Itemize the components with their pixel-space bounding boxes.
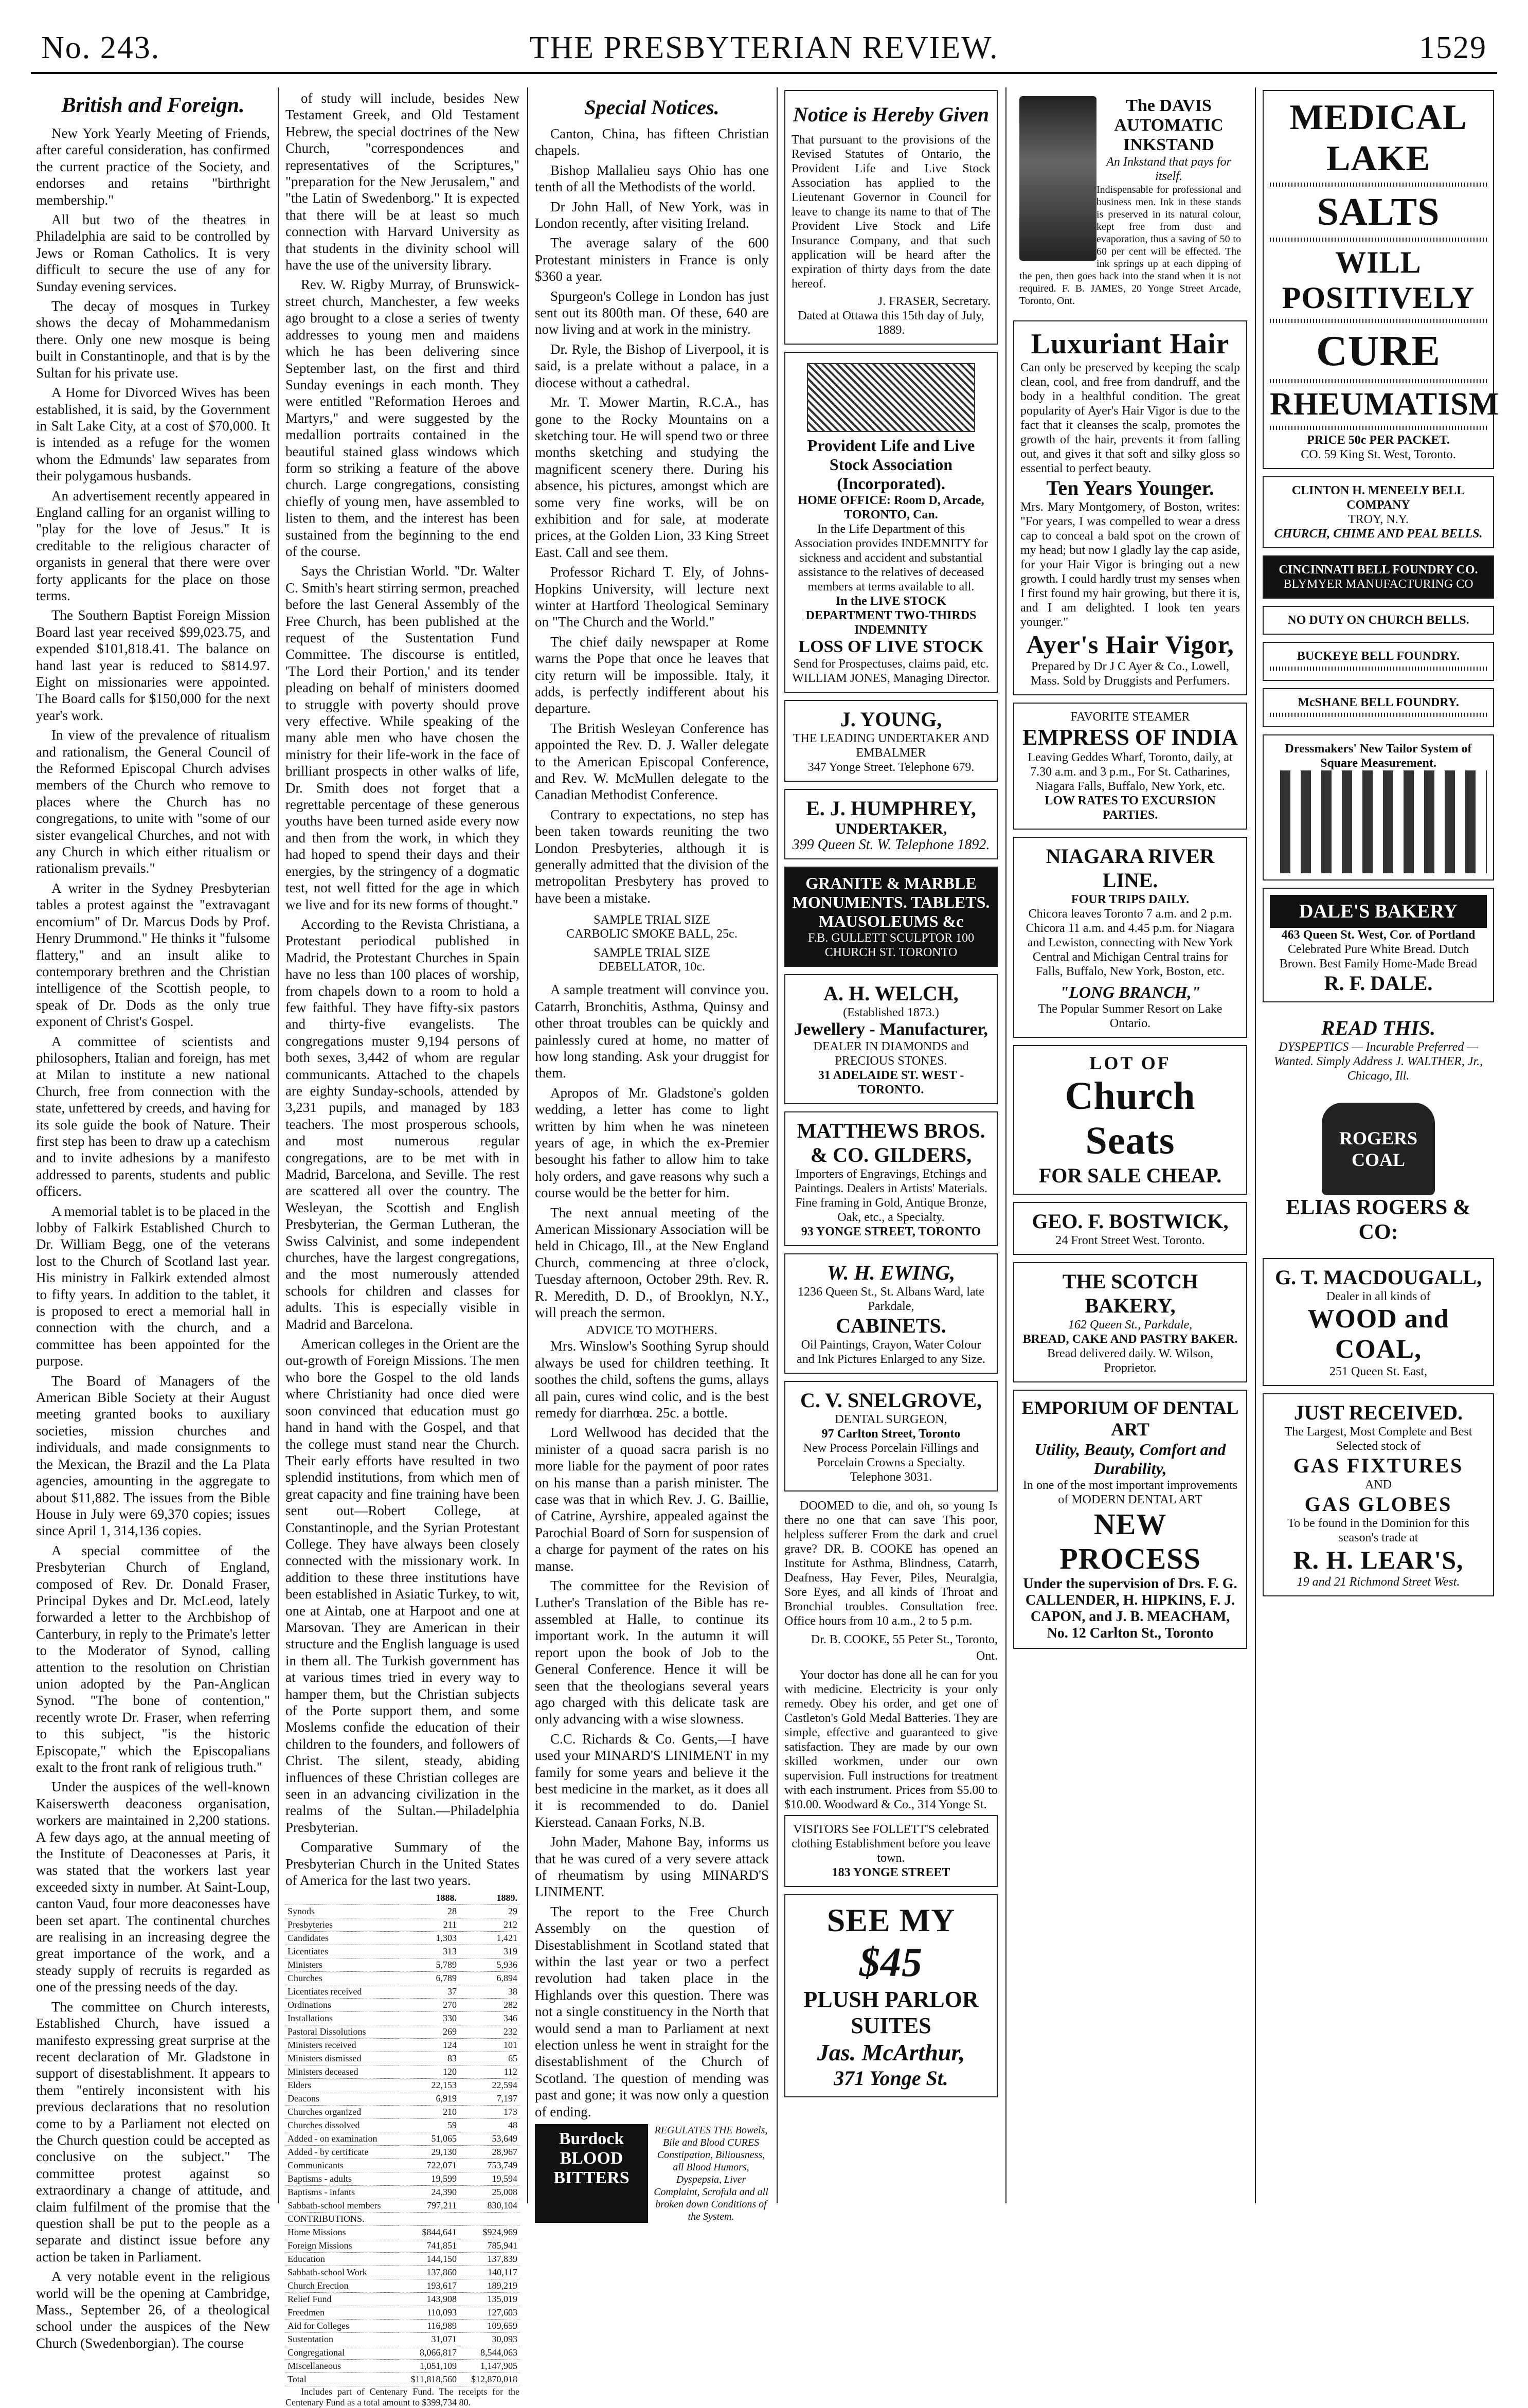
table-row <box>285 2279 519 2293</box>
table-row <box>285 2373 519 2386</box>
table-row <box>285 1999 519 2012</box>
table-cell: Home Missions <box>285 2226 398 2239</box>
mcshane-bell-ad: McSHANE BELL FOUNDRY. <box>1263 688 1494 727</box>
sample-label: SAMPLE TRIAL SIZE <box>594 946 710 960</box>
table-cell: 22,594 <box>459 2079 519 2092</box>
table-cell: Aid for Colleges <box>285 2320 398 2333</box>
scotch-bakery-ad: THE SCOTCH BAKERY, 162 Queen St., Parkdale, BREAD, CAKE AND PASTRY BAKER. Bread delivered daily. W. Wilson, Proprietor. <box>1013 1262 1247 1382</box>
table-cell: Added - by certificate <box>285 2146 398 2159</box>
advice-heading: ADVICE TO MOTHERS. <box>586 1324 717 1338</box>
article-paragraph: The British Wesleyan Conference has appointed the Rev. D. J. Waller delegate to the American Episcopal Conference, and Rev. W. McMullen delegate to the Canadian Methodist Conference. <box>535 720 769 803</box>
table-cell: Sustentation <box>285 2333 398 2346</box>
empress-steamer-ad: FAVORITE STEAMER EMPRESS OF INDIA Leaving Geddes Wharf, Toronto, daily, at 7.30 a.m. and 3 p.m., For St. Catharines, Niagara Falls, Buffalo, New York, etc. LOW RATES TO EXCURSION PARTIES. <box>1013 703 1247 830</box>
table-cell: Ministers received <box>285 2039 398 2052</box>
table-cell: 232 <box>459 2025 519 2039</box>
article-paragraph: A committee of scientists and philosophers, Italian and foreign, has met at Milan to institute a new national Church, free from connection with the state, unfettered by creeds, and having for its sole guide the book of Nature. Their first step has been to draw up a catechism and to invite adhesions by a manifesto addressed to parents, students and public officers. <box>36 1033 270 1199</box>
table-cell: 6,789 <box>398 1972 459 1985</box>
table-cell: 5,936 <box>459 1958 519 1972</box>
table-row <box>285 2119 519 2132</box>
article-paragraph: The chief daily newspaper at Rome warns the Pope that once he leaves that city return will be impossible. Italy, it adds, is perfectly indifferent about his departure. <box>535 634 769 716</box>
table-header <box>285 1892 398 1905</box>
newspaper-title: THE PRESBYTERIAN REVIEW. <box>529 30 999 65</box>
table-cell: Added - on examination <box>285 2132 398 2146</box>
article-list <box>36 125 270 2351</box>
column-four <box>784 90 998 2203</box>
article-paragraph: A sample treatment will convince you. Catarrh, Bronchitis, Asthma, Quinsy and other throat troubles can be quickly and painlessly cured at home, no matter of how long standing. Ask your druggist for them. <box>535 982 769 1081</box>
follett-ad: VISITORS See FOLLETT'S celebrated clothing Establishment before you leave town. 183 YONGE STREET <box>784 1815 998 1887</box>
table-row <box>285 2213 519 2226</box>
table-cell: Total <box>285 2373 398 2386</box>
table-cell: Ministers dismissed <box>285 2052 398 2065</box>
dressmakers-ad: Dressmakers' New Tailor System of Square Measurement. <box>1263 734 1494 880</box>
table-header: 1889. <box>459 1892 519 1905</box>
sample-label: SAMPLE TRIAL SIZE <box>594 913 710 927</box>
free-church-report: The report to the Free Church Assembly on the question of Disestablishment in Scotland stated that within the last year or two a perfect revolution had taken place in the Highlands over this question. There was not a single constituency in the North that would send a man to Parliament at next election unless he went in straight for the disestablishment of the Church of Scotland. The question of mending was past and gone; it was now only a question of ending. <box>535 1903 769 2119</box>
welch-ad: A. H. WELCH, (Established 1873.) Jewellery - Manufacturer, DEALER IN DIAMONDS and PRECIOUS STONES. 31 ADELAIDE ST. WEST - TORONTO. <box>784 974 998 1104</box>
table-cell: Church Erection <box>285 2279 398 2293</box>
table-row <box>285 2039 519 2052</box>
article-paragraph: A special committee of the Presbyterian Church of England, composed of Rev. Dr. Donald Fraser, Principal Dykes and Dr. McLeod, lately forwarded a letter to the Archbishop of Canterbury, in reply to the Primate's letter to the Moderator of Synod, calling attention to the resolution on Christian union adopted by the Pan-Anglican Synod. "The bone of contention," recently wrote Dr. Fraser, when referring to this subject, "is the historic Episcopate," which the Episcopalians exalt to the front rank of religious truth." <box>36 1542 270 1775</box>
article-paragraph: The Board of Managers of the American Bible Society at their August meeting granted books to auxiliary societies, mission churches and individuals, and made consignments to the Mexican, the Brazil and the La Plata agencies, amounting in the aggregate to about $11,882. The issues from the Bible House in July were 69,370 copies; issues since April 1, 314,136 copies. <box>36 1373 270 1539</box>
article-paragraph: The Southern Baptist Foreign Mission Board last year received $99,023.75, and expended $101,818.41. The balance on hand last year is reduced to $814.97. Eight on missionaries were appointed. The Board calls for $150,000 for the next year's work. <box>36 607 270 723</box>
article-paragraph: All but two of the theatres in Philadelphia are said to be controlled by Jews or Roman Catholics. It is very difficult to secure the use of any for Sunday evening services. <box>36 212 270 294</box>
castleton-ad: Your doctor has done all he can for you with medicine. Electricity is your only remedy. Obey his order, and get one of Castleton's Gold Medal Batteries. They are simple, effective and guaranteed to give satisfaction. They are made by our own skilled workmen, under our own supervision. Full instructions for treatment with each instrument. Prices from $5.00 to $10.00. Woodward & Co., 314 Yonge St. <box>784 1668 998 1811</box>
table-row <box>285 1918 519 1932</box>
table-cell: Churches <box>285 1972 398 1985</box>
table-cell: 189,219 <box>459 2279 519 2293</box>
article-paragraph: The average salary of the 600 Protestant ministers in France is only $360 a year. <box>535 235 769 284</box>
table-cell: $12,870,018 <box>459 2373 519 2386</box>
bostwick-ad: GEO. F. BOSTWICK, 24 Front Street West. Toronto. <box>1013 1202 1247 1255</box>
summary-table <box>285 1892 519 2386</box>
burdock-ad <box>535 2124 769 2223</box>
table-cell: 83 <box>398 2052 459 2065</box>
table-row <box>285 2146 519 2159</box>
lear-gas-ad: JUST RECEIVED. The Largest, Most Complete and Best Selected stock of GAS FIXTURES AND GAS GLOBES To be found in the Dominion for this season's trade at R. H. LEAR'S, 19 and 21 Richmond Street West. <box>1263 1393 1494 1596</box>
table-row <box>285 1905 519 1918</box>
table-cell: 22,153 <box>398 2079 459 2092</box>
table-cell: 6,919 <box>398 2092 459 2106</box>
table-cell: 143,908 <box>398 2293 459 2306</box>
table-cell: 110,093 <box>398 2306 459 2320</box>
table-cell: Education <box>285 2253 398 2266</box>
notice-text: That pursuant to the provisions of the Revised Statutes of Ontario, the Provident Life and Live Stock Association has applied to the Lieutenant Governor in Council for leave to change its name to that of The Provident Live Stock and Life Insurance Company, and that such application will be heard after the expiration of thirty days from the date hereof. <box>792 133 991 291</box>
table-row <box>285 1945 519 1958</box>
table-row <box>285 1985 519 1999</box>
cooke-signature: Dr. B. COOKE, 55 Peter St., Toronto, Ont. <box>811 1633 998 1663</box>
table-cell: 270 <box>398 1999 459 2012</box>
table-row <box>285 2186 519 2199</box>
notice-ad <box>784 90 998 345</box>
table-cell <box>398 2213 459 2226</box>
table-row <box>285 1972 519 1985</box>
table-cell: 282 <box>459 1999 519 2012</box>
table-row <box>285 2320 519 2333</box>
table-cell: 1,303 <box>398 1932 459 1945</box>
article-paragraph: In view of the prevalence of ritualism and rationalism, the General Council of the Reformed Episcopal Church advises members of the Church who remove to places where the Church has no congregations, to unite with "some of our sister evangelical Churches, and not with any Church in which either ritualism or rationalism prevails." <box>36 727 270 876</box>
table-header: 1888. <box>398 1892 459 1905</box>
table-cell: Congregational <box>285 2346 398 2360</box>
table-row <box>285 2106 519 2119</box>
notice-signature: J. FRASER, Secretary. <box>877 295 991 308</box>
table-cell: 59 <box>398 2119 459 2132</box>
table-cell: 6,894 <box>459 1972 519 1985</box>
table-cell: 51,065 <box>398 2132 459 2146</box>
table-row <box>285 2132 519 2146</box>
table-cell: Elders <box>285 2079 398 2092</box>
table-cell: CONTRIBUTIONS. <box>285 2213 398 2226</box>
table-cell: 330 <box>398 2012 459 2025</box>
fine-print <box>1270 379 1487 383</box>
table-cell: 753,749 <box>459 2159 519 2172</box>
fine-print <box>1270 183 1487 187</box>
article-paragraph: of study will include, besides New Testament Greek, and Old Testament Hebrew, the special doctrines of the New Church, "correspondences and representatives of the Scriptures," "preparation for the New Jerusalem," and "the Latin of Swedenborg." It is expected that there will be at least so much connection with Harvard University as that students in the divinity school will have the use of the university library. <box>285 91 519 273</box>
table-row <box>285 2065 519 2079</box>
macdougall-ad: G. T. MACDOUGALL, Dealer in all kinds of WOOD and COAL, 251 Queen St. East, <box>1263 1258 1494 1386</box>
article-paragraph: Professor Richard T. Ely, of Johns-Hopkins University, will lecture next winter at Hartford Theological Seminary on "The Church and the World." <box>535 564 769 630</box>
article-paragraph: American colleges in the Orient are the out-growth of Foreign Missions. The men who bore the Gospel to the old lands where Christianity had once died were soon convinced that education must go hand in hand with the Gospel, and that the college must stand near the Church. Their early efforts have resulted in two splendid institutions, from which men of great capacity and fine training have been sent out—Robert College, at Constantinople, and the Syrian Protestant College. They have always been closely connected with the missionary work. In addition to these three institutions have been established in Asiatic Turkey, to wit, one at Aintab, one at Harpoot and one at Marsovan. They are American in their structure and the English language is used in them all. The Turkish government has at various times tried in every way to hamper them, but the Christian subjects of the Porte support them, and some Moslems confide the education of their children to the founders, and followers of Christ. The silent, steady, abiding influences of these Christian colleges are seen in an advancing civilization in the realms of the Sultan.—Philadelphia Presbyterian. <box>285 1336 519 1835</box>
read-this-ad: READ THIS. DYSPEPTICS — Incurable Preferred — Wanted. Simply Address J. WALTHER, Jr., Chicago, Ill. <box>1273 1016 1483 1083</box>
table-row <box>285 2346 519 2360</box>
table-row <box>285 2226 519 2239</box>
table-cell: 1,421 <box>459 1932 519 1945</box>
sample-product: CARBOLIC SMOKE BALL, 25c. <box>566 927 738 941</box>
table-cell: Communicants <box>285 2159 398 2172</box>
article-paragraph: Says the Christian World. "Dr. Walter C. Smith's heart stirring sermon, preached before the last General Assembly of the Free Church, has been published at the request of the Sustentation Fund Committee. The discourse is entitled, 'The Lord their Portion,' and its tender pleading on behalf of ministers doomed to struggle with poverty should prove very effective. While speaking of the many able men who have chosen the ministry for their life-work in the face of brilliant prospects in other walks of life, Dr. Smith does not forget that a regrettable percentage of these generous youths have been turned aside every now and then from the work, in which they had hoped to spend their days and their energies, by the stringency of a dogmatic test, not well fitted for the age in which we live and for its new forms of thought." <box>285 563 519 912</box>
section-heading: Special Notices. <box>584 96 720 119</box>
article-paragraph: Contrary to expectations, no step has been taken towards reuniting the two London Presbyteries, although it is generally admitted that the division of the metropolitan Presbytery has proved to have been a mistake. <box>535 806 769 906</box>
table-cell: 211 <box>398 1918 459 1932</box>
table-row <box>285 2253 519 2266</box>
minard-testimonial: John Mader, Mahone Bay, informs us that he was cured of a very severe attack of rheumatism by using MINARD'S LINIMENT. <box>535 1834 769 1900</box>
table-cell: 797,211 <box>398 2199 459 2213</box>
table-row <box>285 1932 519 1945</box>
article-list <box>535 981 769 1321</box>
table-cell: 30,093 <box>459 2333 519 2346</box>
column-british-foreign <box>36 90 270 2351</box>
rogers-coal-ad: ROGERS COAL ELIAS ROGERS & CO: <box>1263 1097 1494 1251</box>
article-paragraph: The decay of mosques in Turkey shows the decay of Mohammedanism there. Only one new mosque is being built in Constantinople, and that is by the Sultan for his private use. <box>36 298 270 381</box>
table-cell: 8,544,063 <box>459 2346 519 2360</box>
sample-product: DEBELLATOR, 10c. <box>599 960 705 974</box>
table-cell: Baptisms - infants <box>285 2186 398 2199</box>
table-row <box>285 2306 519 2320</box>
table-cell: 29 <box>459 1905 519 1918</box>
table-cell: 29,130 <box>398 2146 459 2159</box>
coal-scuttle-icon: ROGERS COAL <box>1322 1103 1435 1195</box>
table-cell: 19,599 <box>398 2172 459 2186</box>
table-cell: 8,066,817 <box>398 2346 459 2360</box>
table-cell: $924,969 <box>459 2226 519 2239</box>
article-list <box>285 90 519 1889</box>
table-cell: 38 <box>459 1985 519 1999</box>
lion-crest-icon <box>807 363 975 432</box>
table-cell: 144,150 <box>398 2253 459 2266</box>
article-paragraph: Comparative Summary of the Presbyterian Church in the United States of America for the last two years. <box>285 1839 519 1889</box>
fine-print <box>1270 319 1487 323</box>
table-cell: 193,617 <box>398 2279 459 2293</box>
table-cell: 127,603 <box>459 2306 519 2320</box>
table-cell: $11,818,560 <box>398 2373 459 2386</box>
column-six <box>1263 90 1500 2203</box>
table-cell: Ministers <box>285 1958 398 1972</box>
dales-bakery-ad: DALE'S BAKERY 463 Queen St. West, Cor. of Portland Celebrated Pure White Bread. Dutch Brown. Best Family Home-Made Bread R. F. DALE. <box>1263 888 1494 1002</box>
davis-inkstand-ad: The DAVIS AUTOMATIC INKSTAND An Inkstand that pays for itself. Indispensable for professional and business men. Ink in these stands is preserved in its natural colour, kept free from dust and evaporation, thus a saving of 50 to 60 per cent will be effected. The ink springs up at each dipping of the pen, then goes back into the stand when it is not required. F. B. JAMES, 20 Yonge Street Arcade, Toronto, Ont. <box>1019 96 1241 307</box>
table-cell: Licentiates received <box>285 1985 398 1999</box>
table-cell: 5,789 <box>398 1958 459 1972</box>
column-five <box>1013 90 1247 2203</box>
article-paragraph: Apropos of Mr. Gladstone's golden wedding, a letter has come to light written by him when he was nineteen years of age, in which the ex-Premier besought his father to allow him to take holy orders, and gave reasons why such a course would be the better for him. <box>535 1085 769 1201</box>
table-cell: 1,147,905 <box>459 2360 519 2373</box>
cooke-ad: DOOMED to die, and oh, so young Is there no one that can save This poor, helpless sufferer From the dark and cruel grave? DR. B. COOKE has opened an Institute for Asthma, Blindness, Catarrh, Deafness, Hay Fever, Piles, Neuralgia, Sore Eyes, and all kinds of Throat and Bronchial troubles. Consultation free. Office hours from 10 a.m., 2 to 5 p.m. <box>784 1499 998 1628</box>
table-cell: 135,019 <box>459 2293 519 2306</box>
article-paragraph: Under the auspices of the well-known Kaiserswerth deaconess organisation, workers are maintained in 2,200 stations. A few days ago, at the annual meeting of the Institute of Deaconesses at Paris, it was stated that the workers last year exceeded sixty in number. At Saint-Loup, canton Vaud, four more deaconesses have been set apart. The continental churches are realising in an increasing degree the great importance of the work, and a steady supply of recruits is regarded as one of the pressing needs of the day. <box>36 1779 270 1995</box>
table-cell: 7,197 <box>459 2092 519 2106</box>
table-cell: 269 <box>398 2025 459 2039</box>
table-cell: 37 <box>398 1985 459 1999</box>
table-cell: 137,839 <box>459 2253 519 2266</box>
table-cell: Installations <box>285 2012 398 2025</box>
table-row <box>285 2360 519 2373</box>
table-row <box>285 2052 519 2065</box>
table-cell: Presbyteries <box>285 1918 398 1932</box>
table-cell: Foreign Missions <box>285 2239 398 2253</box>
notice-heading: Notice is Hereby Given <box>793 103 989 126</box>
cincinnati-bell-ad: CINCINNATI BELL FOUNDRY CO. BLYMYER MANUFACTURING CO <box>1263 555 1494 599</box>
sample-ad <box>535 913 769 974</box>
column-special-notices <box>535 90 769 2223</box>
table-row <box>285 2159 519 2172</box>
table-cell: 830,104 <box>459 2199 519 2213</box>
minard-testimonial: C.C. Richards & Co. Gents,—I have used your MINARD'S LINIMENT in my family for some years and believe it the best medicine in the market, as it does all it is recommended to do. Daniel Kierstead. Canaan Forks, N.B. <box>535 1731 769 1830</box>
table-cell: Ministers deceased <box>285 2065 398 2079</box>
table-cell: 124 <box>398 2039 459 2052</box>
table-row <box>285 2092 519 2106</box>
table-cell: 120 <box>398 2065 459 2079</box>
column-rule <box>1005 87 1006 2203</box>
table-cell: 28,967 <box>459 2146 519 2159</box>
article-paragraph: A memorial tablet is to be placed in the lobby of Falkirk Established Church to Dr. William Begg, one of the veterans lost to the Church of Scotland last year. His ministry in Falkirk extended almost to fifty years. In addition to the tablet, it is proposed to erect a memorial hall in connection with the church, and a committee has been appointed for the purpose. <box>36 1203 270 1369</box>
table-cell: Relief Fund <box>285 2293 398 2306</box>
page-number: 1529 <box>1419 30 1487 65</box>
table-cell: 116,989 <box>398 2320 459 2333</box>
table-cell: Candidates <box>285 1932 398 1945</box>
table-cell: Synods <box>285 1905 398 1918</box>
column-two <box>285 90 519 2408</box>
table-cell: Churches dissolved <box>285 2119 398 2132</box>
table-cell: 53,649 <box>459 2132 519 2146</box>
article-paragraph: A writer in the Sydney Presbyterian tables a protest against the "extravagant encomium" of Dr. Marcus Dods by Prof. Henry Drummond." He thinks it "fulsome flattery," and an insult alike to contemporary brethren and the Christian intelligence of the Scottish people, to speak of Dr. Dods as the only true exponent of Christ's Gospel. <box>36 880 270 1030</box>
table-row <box>285 2172 519 2186</box>
gullett-ad: GRANITE & MARBLE MONUMENTS. TABLETS. MAUSOLEUMS &c F.B. GULLETT SCULPTOR 100 CHURCH ST. TORONTO <box>784 867 998 967</box>
table-cell: Ordinations <box>285 1999 398 2012</box>
table-cell: 722,071 <box>398 2159 459 2172</box>
table-cell: Deacons <box>285 2092 398 2106</box>
table-cell: Churches organized <box>285 2106 398 2119</box>
article-paragraph: Canton, China, has fifteen Christian chapels. <box>535 126 769 158</box>
column-rule <box>1255 87 1256 2203</box>
article-paragraph: Spurgeon's College in London has just sent out its 800th man. Of these, 640 are now living and at work in the ministry. <box>535 288 769 337</box>
humphrey-ad: E. J. HUMPHREY, UNDERTAKER, 399 Queen St. W. Telephone 1892. <box>784 789 998 859</box>
table-cell: Pastoral Dissolutions <box>285 2025 398 2039</box>
article-paragraph: New York Yearly Meeting of Friends, after careful consideration, has confirmed the current practice of the Society, and endorses and retains "birthright membership." <box>36 125 270 208</box>
dental-art-ad: EMPORIUM OF DENTAL ART Utility, Beauty, Comfort and Durability, In one of the most important improvements of MODERN DENTAL ART NEW PROCESS Under the supervision of Drs. F. G. CALLENDER, H. HIPKINS, F. J. CAPON, and J. B. MEACHAM, No. 12 Carlton St., Toronto <box>1013 1390 1247 1649</box>
table-cell: $844,641 <box>398 2226 459 2239</box>
article-paragraph: Bishop Mallalieu says Ohio has one tenth of all the Methodists of the world. <box>535 162 769 195</box>
niagara-line-ad: NIAGARA RIVER LINE. FOUR TRIPS DAILY. Chicora leaves Toronto 7 a.m. and 2 p.m. Chicora 11 a.m. and 4.45 p.m. for Niagara and Lewiston, connecting with New York Central and Michigan Central trains for Falls, Buffalo, New York, Boston, etc. "LONG BRANCH," The Popular Summer Resort on Lake Ontario. <box>1013 837 1247 1038</box>
article-paragraph: Lord Wellwood has decided that the minister of a quoad sacra parish is no more liable for the payment of poor rates on his manse than a parish minister. The case was that in which Rev. J. G. Baillie, of Catrine, Ayrshire, appealed against the Parochial Board of Sorn for suspension of a charge for payment of the rates on his manse. <box>535 1425 769 1574</box>
table-cell: 19,594 <box>459 2172 519 2186</box>
meneely-bell-ad: CLINTON H. MENEELY BELL COMPANY TROY, N.Y. CHURCH, CHIME AND PEAL BELLS. <box>1263 476 1494 548</box>
table-cell <box>459 2213 519 2226</box>
article-paragraph: A very notable event in the religious world will be the opening at Cambridge, Mass., September 26, of a theological school under the auspices of the New Church (Swedenborgian). The course <box>36 2269 270 2351</box>
table-cell: 109,659 <box>459 2320 519 2333</box>
mannequins-icon <box>1270 770 1487 873</box>
article-list <box>535 1424 769 1727</box>
table-cell: 101 <box>459 2039 519 2052</box>
table-cell: 31,071 <box>398 2333 459 2346</box>
table-cell: 1,051,109 <box>398 2360 459 2373</box>
article-list <box>535 125 769 906</box>
advice-text: Mrs. Winslow's Soothing Syrup should always be used for children teething. It soothes the child, softens the gums, allays all pain, cures wind colic, and is the best remedy for diarrhœa. 25c. a bottle. <box>535 1338 769 1421</box>
table-row <box>285 2025 519 2039</box>
table-note: Includes part of Centenary Fund. The receipts for the Centenary Fund as a total amount to $399,734 80. <box>285 2386 519 2408</box>
article-paragraph: Mr. T. Mower Martin, R.C.A., has gone to the Rocky Mountains on a sketching tour. He will spend two or three months sketching and studying the magnificent scenery there. During his absence, his pictures, amongst which are some very fine works, will be on exhibition and for sale, at moderate prices, at the Golden Lion, 33 King Street East. Call and see them. <box>535 394 769 560</box>
table-cell: Miscellaneous <box>285 2360 398 2373</box>
column-rule <box>777 87 778 2203</box>
issue-number: No. 243. <box>41 30 160 65</box>
table-cell: 28 <box>398 1905 459 1918</box>
mcarthur-ad: SEE MY $45 PLUSH PARLOR SUITES Jas. McArthur, 371 Yonge St. <box>784 1894 998 2097</box>
no-duty-ad: NO DUTY ON CHURCH BELLS. <box>1263 606 1494 635</box>
table-cell: 313 <box>398 1945 459 1958</box>
church-seats-ad: LOT OF Church Seats FOR SALE CHEAP. <box>1013 1045 1247 1195</box>
table-cell: 48 <box>459 2119 519 2132</box>
table-cell: 319 <box>459 1945 519 1958</box>
table-cell: 346 <box>459 2012 519 2025</box>
article-paragraph: Rev. W. Rigby Murray, of Brunswick-street church, Manchester, a few weeks ago brought to a close a series of twenty addresses to young men and maidens which he has been delivering since September last, on the first and third Sunday evenings in each month. They were entitled "Reformation Heroes and Martyrs," and were suggested by the medallion portraits contained in the beautiful stained glass windows which form so striking a feature of the above church. Large congregations, consisting chiefly of young men, have assembled to listen to them, and the interest has been sustained from the beginning to the end of the course. <box>285 277 519 559</box>
table-row <box>285 2199 519 2213</box>
table-row <box>285 2293 519 2306</box>
buckeye-bell-ad: BUCKEYE BELL FOUNDRY. <box>1263 642 1494 681</box>
matthews-ad: MATTHEWS BROS. & CO. GILDERS, Importers of Engravings, Etchings and Paintings. Dealers in Artists' Materials. Fine framing in Gold, Antique Bronze, Oak, etc., a Specialty. 93 YONGE STREET, TORONTO <box>784 1111 998 1246</box>
ayer-hair-ad: Luxuriant Hair Can only be preserved by keeping the scalp clean, cool, and free from dandruff, and the body in a healthful condition. The great popularity of Ayer's Hair Vigor is due to the fact that it cleanses the scalp, promotes the growth of the hair, prevents it from falling out, and gives it that soft and silky gloss so essential to perfect beauty. Ten Years Younger. Mrs. Mary Montgomery, of Boston, writes: "For years, I was compelled to wear a dress cap to conceal a bald spot on the crown of my head; but now I gladly lay the cap aside, for your Hair Vigor is bringing out a new growth. I could hardly trust my senses when I first found my hair growing, but there it is, and I am delighted. I look ten years younger." Ayer's Hair Vigor, Prepared by Dr J C Ayer & Co., Lowell, Mass. Sold by Druggists and Perfumers. <box>1013 320 1247 695</box>
table-cell: 785,941 <box>459 2239 519 2253</box>
table-cell: 112 <box>459 2065 519 2079</box>
section-heading: British and Foreign. <box>61 94 245 117</box>
article-paragraph: Dr John Hall, of New York, was in London recently, after visiting Ireland. <box>535 199 769 231</box>
table-cell: 210 <box>398 2106 459 2119</box>
column-rule <box>278 87 279 2203</box>
table-cell: 25,008 <box>459 2186 519 2199</box>
young-ad: J. YOUNG, THE LEADING UNDERTAKER AND EMBALMER 347 Yonge Street. Telephone 679. <box>784 700 998 782</box>
article-paragraph: An advertisement recently appeared in England calling for an organist willing to "play for the love of Jesus." It is creditable to the religious character of organists in general that there were over forty applicants for the place on those terms. <box>36 488 270 603</box>
fine-print <box>1270 426 1487 430</box>
table-cell: 137,860 <box>398 2266 459 2279</box>
article-paragraph: Dr. Ryle, the Bishop of Liverpool, it is said, is a prelate without a palace, in a diocese without a cathedral. <box>535 341 769 390</box>
table-cell: 65 <box>459 2052 519 2065</box>
snelgrove-ad: C. V. SNELGROVE, DENTAL SURGEON, 97 Carlton Street, Toronto New Process Porcelain Fillings and Porcelain Crowns a Specialty. Telephone 3031. <box>784 1381 998 1491</box>
burdock-logo: Burdock BLOOD BITTERS <box>535 2124 648 2223</box>
ewing-ad: W. H. EWING, 1236 Queen St., St. Albans Ward, late Parkdale, CABINETS. Oil Paintings, Crayon, Water Colour and Ink Pictures Enlarged to any Size. <box>784 1253 998 1374</box>
medical-lake-ad: MEDICAL LAKE SALTS WILL POSITIVELY CURE RHEUMATISM PRICE 50c PER PACKET. CO. 59 King St. West, Toronto. <box>1263 90 1494 469</box>
table-cell: Sabbath-school members <box>285 2199 398 2213</box>
table-row <box>285 2333 519 2346</box>
table-cell: 212 <box>459 1918 519 1932</box>
table-cell: Freedmen <box>285 2306 398 2320</box>
notice-date: Dated at Ottawa this 15th day of July, 1889. <box>798 309 984 337</box>
table-row <box>285 2266 519 2279</box>
table-cell: Licentiates <box>285 1945 398 1958</box>
masthead <box>31 21 1497 74</box>
table-cell: 24,390 <box>398 2186 459 2199</box>
table-cell: Sabbath-school Work <box>285 2266 398 2279</box>
table-row <box>285 1958 519 1972</box>
article-paragraph: A Home for Divorced Wives has been established, it is said, by the Government in Salt Lake City, at a cost of $70,000. It is intended as a refuge for the women whom the Edmunds' law separates from their polygamous husbands. <box>36 385 270 484</box>
article-paragraph: The committee for the Revision of Luther's Translation of the Bible has re-assembled at Halle, to continue its important work. In the autumn it will report upon the book of Job to the General Conference. Hence it will be seen that the theologians several years ago charged with this delicate task are only advancing with a wise slowness. <box>535 1578 769 1727</box>
table-row <box>285 2239 519 2253</box>
table-row <box>285 2012 519 2025</box>
table-cell: 741,851 <box>398 2239 459 2253</box>
column-rule <box>527 87 528 2203</box>
burdock-text: REGULATES THE Bowels, Bile and Blood CURES Constipation, Biliousness, all Blood Humors, Dyspepsia, Liver Complaint, Scrofula and all broken down Conditions of the System. <box>654 2125 768 2223</box>
article-paragraph: The committee on Church interests, Established Church, have issued a manifesto expressing great surprise at the recent declaration of Mr. Gladstone in support of disestablishment. It appears to them "entirely inconsistent with his previous declarations that no resolution come to by a Parliament not elected on the Church question could be accepted as conclusive on the subject." The committee protest against so extraordinary a change of attitude, and claim fulfilment of the promise that the question shall be put to the people as a separate and distinct issue before any action be taken in Parliament. <box>36 1999 270 2265</box>
fine-print <box>1270 238 1487 242</box>
article-paragraph: The next annual meeting of the American Missionary Association will be held in Chicago, Ill., at the New England Church, commencing at three o'clock, Tuesday afternoon, October 29th. Rev. R. R. Meredith, D. D., of Brooklyn, N.Y., will preach the sermon. <box>535 1205 769 1320</box>
article-paragraph: According to the Revista Christiana, a Protestant periodical published in Madrid, the Protestant Churches in Spain have no less than 100 places of worship, from chapels down to a room to hold a few faithful. They have fifty-six pastors and thirty-five evangelists. The congregations muster 9,194 persons of both sexes, 3,442 of whom are regular communicants. Attached to the chapels are eighty Sunday-schools, attended by 3,231 pupils, and managed by 183 teachers. The most prosperous schools, and most numerous regular congregations, are to be met with in Madrid, Barcelona, and Seville. The rest are scattered all over the country. The Wesleyan, the Scottish and English Presbyterian, the German Lutheran, the Swiss Calvinist, and some independent churches, have the largest congregations, and the most numerously attended schools for children and classes for adults. This is especially visible in Madrid and Barcelona. <box>285 916 519 1332</box>
ad-title: Provident Life and Live Stock Association (Incorporated). <box>807 436 975 493</box>
table-row <box>285 2079 519 2092</box>
table-cell: 173 <box>459 2106 519 2119</box>
table-cell: 140,117 <box>459 2266 519 2279</box>
table-cell: Baptisms - adults <box>285 2172 398 2186</box>
inkstand-icon <box>1019 96 1096 261</box>
provident-ad: Provident Life and Live Stock Association (Incorporated). HOME OFFICE: Room D, Arcade, TORONTO, Can. In the Life Department of this Association provides INDEMNITY for sickness and accident and substantial assistance to the relatives of deceased members at terms available to all. In the LIVE STOCK DEPARTMENT TWO-THIRDS INDEMNITY LOSS OF LIVE STOCK Send for Prospectuses, claims paid, etc. WILLIAM JONES, Managing Director. <box>784 352 998 693</box>
